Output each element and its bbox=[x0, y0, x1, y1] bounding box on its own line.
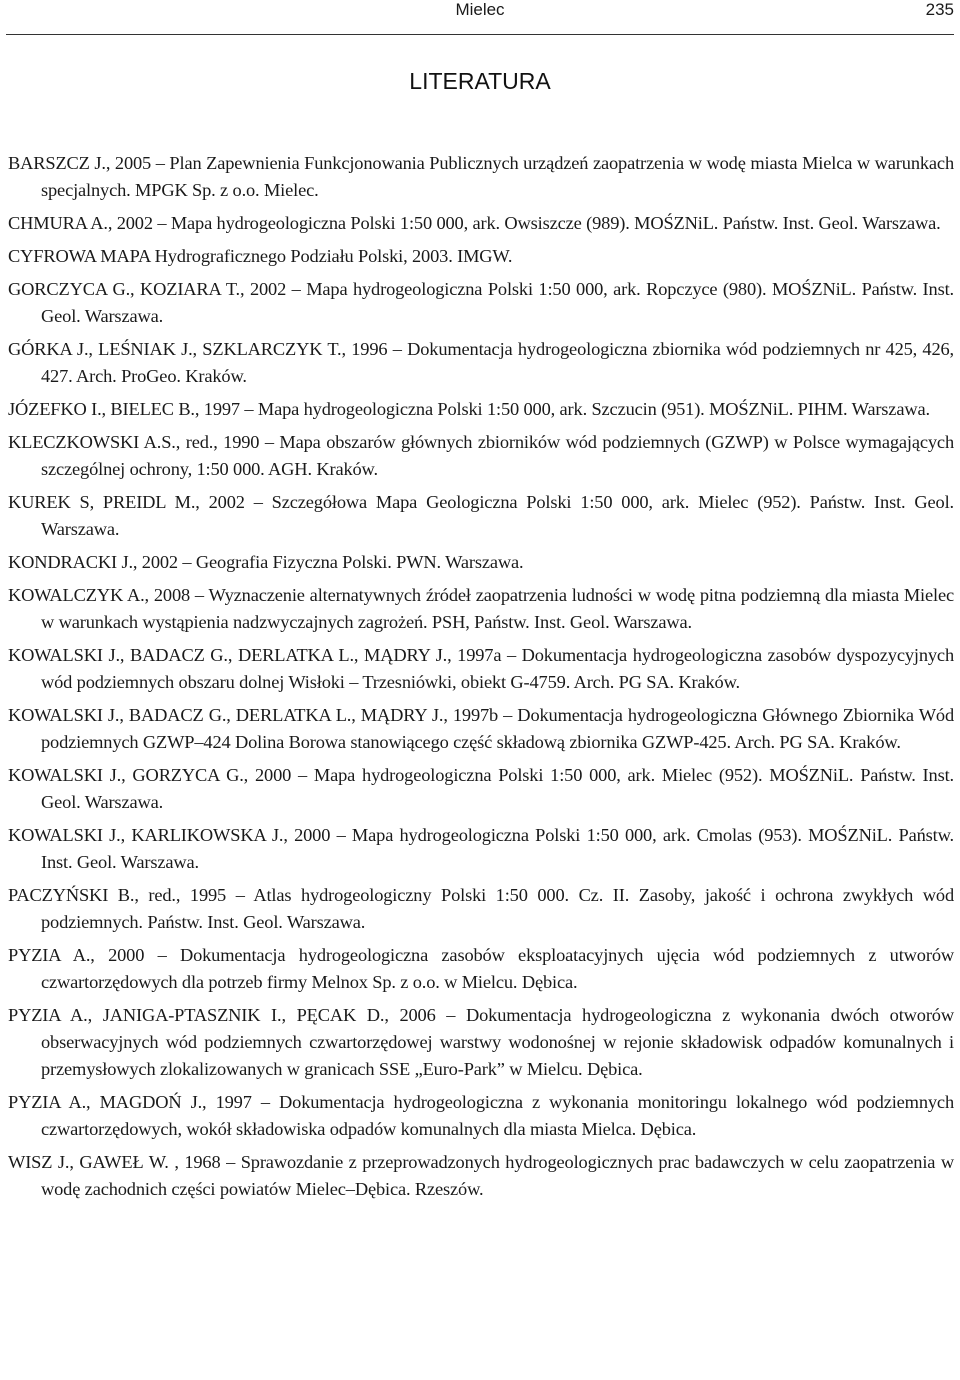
reference-entry: KUREK S, PREIDL M., 2002 – Szczegółowa Mapa Geologiczna Polski 1:50 000, ark. Mielec (952). Państw. Inst. Geol. Warszawa. bbox=[8, 492, 954, 539]
reference-list bbox=[8, 150, 954, 1209]
reference-entry: PYZIA A., JANIGA-PTASZNIK I., PĘCAK D., 2006 – Dokumentacja hydrogeologiczna z wykonania dwóch otworów obserwacyjnych wód podziemnych czwartorzędowej warstwy wodonośnej w rejonie składowisk odpadów komunalnych i przemysłowych zlokalizowanych w granicach SSE „Euro-Park” w Mielcu. Dębica. bbox=[8, 1005, 954, 1079]
reference-entry: KLECZKOWSKI A.S., red., 1990 – Mapa obszarów głównych zbiorników wód podziemnych (GZWP) w Polsce wymagających szczególnej ochrony, 1:50 000. AGH. Kraków. bbox=[8, 432, 954, 479]
reference-entry: CYFROWA MAPA Hydrograficznego Podziału Polski, 2003. IMGW. bbox=[8, 246, 513, 266]
reference-entry: JÓZEFKO I., BIELEC B., 1997 – Mapa hydrogeologiczna Polski 1:50 000, ark. Szczucin (951). MOŚZNiL. PIHM. Warszawa. bbox=[8, 399, 930, 419]
page-number: 235 bbox=[925, 0, 954, 19]
section-title: LITERATURA bbox=[409, 68, 551, 94]
reference-entry: BARSZCZ J., 2005 – Plan Zapewnienia Funkcjonowania Publicznych urządzeń zaopatrzenia w wodę miasta Mielca w warunkach specjalnych. MPGK Sp. z o.o. Mielec. bbox=[8, 153, 954, 200]
reference-entry: GORCZYCA G., KOZIARA T., 2002 – Mapa hydrogeologiczna Polski 1:50 000, ark. Ropczyce (980). MOŚZNiL. Państw. Inst. Geol. Warszawa. bbox=[8, 279, 954, 326]
reference-entry: KOWALCZYK A., 2008 – Wyznaczenie alternatywnych źródeł zaopatrzenia ludności w wodę pitna podziemną dla miasta Mielec w warunkach wystąpienia nadzwyczajnych zagrożeń. PSH, Państw. Inst. Geol. Warszawa. bbox=[8, 585, 954, 632]
running-header-title: Mielec bbox=[455, 0, 505, 19]
reference-entry: KONDRACKI J., 2002 – Geografia Fizyczna Polski. PWN. Warszawa. bbox=[8, 552, 524, 572]
reference-entry: WISZ J., GAWEŁ W. , 1968 – Sprawozdanie z przeprowadzonych hydrogeologicznych prac badawczych w celu zaopatrzenia w wodę zachodnich części powiatów Mielec–Dębica. Rzeszów. bbox=[8, 1152, 954, 1199]
reference-entry: PYZIA A., MAGDOŃ J., 1997 – Dokumentacja hydrogeologiczna z wykonania monitoringu lokalnego wód podziemnych czwartorzędowych, wokół składowiska odpadów komunalnych dla miasta Mielca. Dębica. bbox=[8, 1092, 954, 1139]
reference-entry: KOWALSKI J., BADACZ G., DERLATKA L., MĄDRY J., 1997b – Dokumentacja hydrogeologiczna Głównego Zbiornika Wód podziemnych GZWP–424 Dolina Borowa stanowiącego część składową zbiornika GZWP-425. Arch. PG SA. Kraków. bbox=[8, 705, 954, 752]
running-header bbox=[6, 0, 954, 35]
reference-entry: KOWALSKI J., BADACZ G., DERLATKA L., MĄDRY J., 1997a – Dokumentacja hydrogeologiczna zasobów dyspozycyjnych wód podziemnych obszaru dolnej Wisłoki – Trzesniówki, obiekt G-4759. Arch. PG SA. Kraków. bbox=[8, 645, 954, 692]
reference-entry: PYZIA A., 2000 – Dokumentacja hydrogeologiczna zasobów eksploatacyjnych ujęcia wód podziemnych z utworów czwartorzędowych dla potrzeb firmy Melnox Sp. z o.o. w Mielcu. Dębica. bbox=[8, 945, 954, 992]
reference-entry: PACZYŃSKI B., red., 1995 – Atlas hydrogeologiczny Polski 1:50 000. Cz. II. Zasoby, jakość i ochrona zwykłych wód podziemnych. Państw. Inst. Geol. Warszawa. bbox=[8, 885, 954, 932]
reference-entry: KOWALSKI J., KARLIKOWSKA J., 2000 – Mapa hydrogeologiczna Polski 1:50 000, ark. Cmolas (953). MOŚZNiL. Państw. Inst. Geol. Warszawa. bbox=[8, 825, 954, 872]
reference-entry: CHMURA A., 2002 – Mapa hydrogeologiczna Polski 1:50 000, ark. Owsiszcze (989). MOŚZNiL. Państw. Inst. Geol. Warszawa. bbox=[8, 213, 941, 233]
reference-entry: GÓRKA J., LEŚNIAK J., SZKLARCZYK T., 1996 – Dokumentacja hydrogeologiczna zbiornika wód podziemnych nr 425, 426, 427. Arch. ProGeo. Kraków. bbox=[8, 339, 954, 386]
reference-entry: KOWALSKI J., GORZYCA G., 2000 – Mapa hydrogeologiczna Polski 1:50 000, ark. Mielec (952). MOŚZNiL. Państw. Inst. Geol. Warszawa. bbox=[8, 765, 954, 812]
